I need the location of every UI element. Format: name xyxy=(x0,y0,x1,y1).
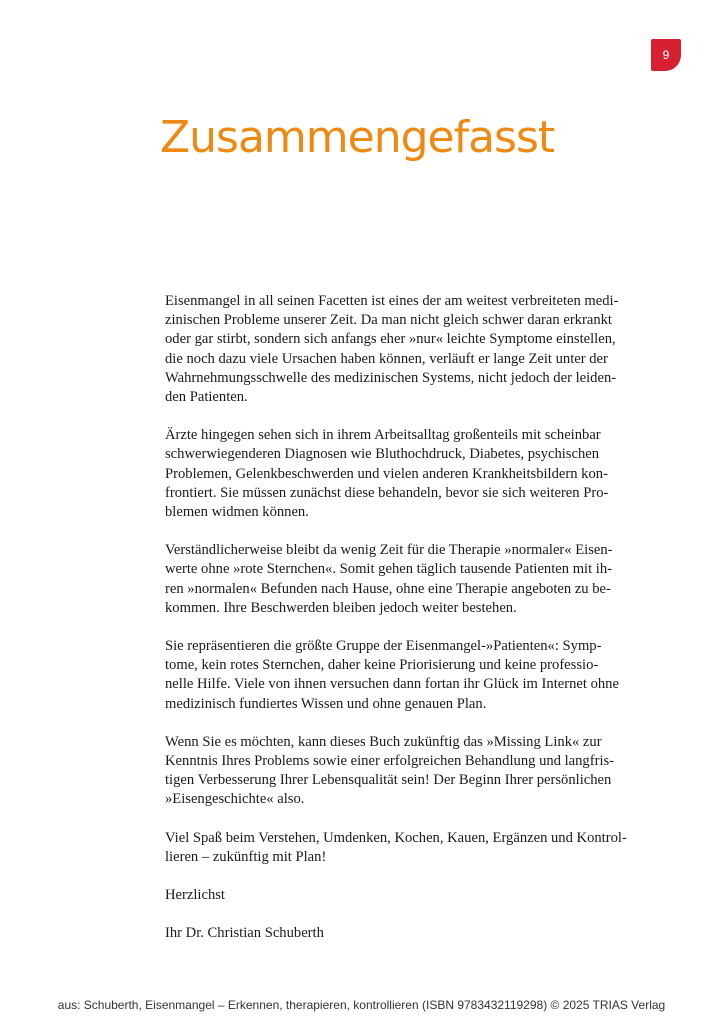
text-line: Kenntnis Ihres Problems sowie einer erfolgreichen Behandlung und langfris- xyxy=(165,753,615,770)
text-line: tigen Verbesserung Ihrer Lebensqualität sein! Der Beginn Ihrer persönlichen xyxy=(165,772,612,789)
text-line: nelle Hilfe. Viele von ihnen versuchen dann fortan ihr Glück im Internet ohne xyxy=(165,676,619,693)
paragraph-patients xyxy=(165,637,645,714)
text-line: Ihr Dr. Christian Schuberth xyxy=(165,925,324,942)
text-line: tome, kein rotes Sternchen, daher keine Priorisierung und keine professio- xyxy=(165,657,599,674)
text-line: lieren – zukünftig mit Plan! xyxy=(165,848,327,865)
text-line: Sie repräsentieren die größte Gruppe der Eisenmangel-»Patienten«: Symp- xyxy=(165,638,602,655)
paragraph-doctors xyxy=(165,426,645,522)
paragraph-therapy xyxy=(165,541,645,618)
text-line: oder gar stirbt, sondern sich anfangs eher »nur« leichte Symptome einstellen, xyxy=(165,331,616,348)
text-line: Wenn Sie es möchten, kann dieses Buch zukünftig das »Missing Link« zur xyxy=(165,733,602,750)
text-line: Ärzte hingegen sehen sich in ihrem Arbeitsalltag großenteils mit scheinbar xyxy=(165,427,601,444)
text-line: schwerwiegenderen Diagnosen wie Bluthochdruck, Diabetes, psychischen xyxy=(165,446,600,463)
text-line: »Eisengeschichte« also. xyxy=(165,791,305,808)
text-line: die noch dazu viele Ursachen haben können, verläuft er lange Zeit unter der xyxy=(165,350,608,367)
text-line: blemen widmen können. xyxy=(165,504,309,521)
text-line: ren »normalen« Befunden nach Hause, ohne eine Therapie angeboten zu be- xyxy=(165,580,611,597)
page-title: Zusammengefasst xyxy=(160,112,555,163)
author-signature xyxy=(165,924,645,943)
body-text xyxy=(165,292,645,962)
text-line: Wahrnehmungsschwelle des medizinischen Systems, nicht jedoch der leiden- xyxy=(165,369,617,386)
paragraph-wishes xyxy=(165,829,645,867)
text-line: medizinisch fundiertes Wissen und ohne genauen Plan. xyxy=(165,695,487,712)
text-line: Herzlichst xyxy=(165,887,225,904)
text-line: Problemen, Gelenkbeschwerden und vielen anderen Krankheitsbildern kon- xyxy=(165,465,608,482)
text-line: Verständlicherweise bleibt da wenig Zeit für die Therapie »normaler« Eisen- xyxy=(165,542,613,559)
text-line: kommen. Ihre Beschwerden bleiben jedoch weiter bestehen. xyxy=(165,599,517,616)
paragraph-book xyxy=(165,733,645,810)
text-line: zinischen Probleme unserer Zeit. Da man nicht gleich schwer daran erkrankt xyxy=(165,312,612,329)
text-line: frontiert. Sie müssen zunächst diese behandeln, bevor sie sich weiteren Pro- xyxy=(165,484,609,501)
text-line: den Patienten. xyxy=(165,389,248,406)
source-footer: aus: Schuberth, Eisenmangel – Erkennen, therapieren, kontrollieren (ISBN 9783432119298) © 2025 TRIAS Verlag xyxy=(57,998,666,1012)
page-number-badge: 9 xyxy=(651,39,681,71)
text-line: Viel Spaß beim Verstehen, Umdenken, Kochen, Kauen, Ergänzen und Kontrol- xyxy=(165,829,627,846)
closing-greeting xyxy=(165,886,645,905)
text-line: Eisenmangel in all seinen Facetten ist eines der am weitest verbreiteten medi- xyxy=(165,293,619,309)
text-line: werte ohne »rote Sternchen«. Somit gehen täglich tausende Patienten mit ih- xyxy=(165,561,613,578)
paragraph-intro xyxy=(165,292,645,407)
